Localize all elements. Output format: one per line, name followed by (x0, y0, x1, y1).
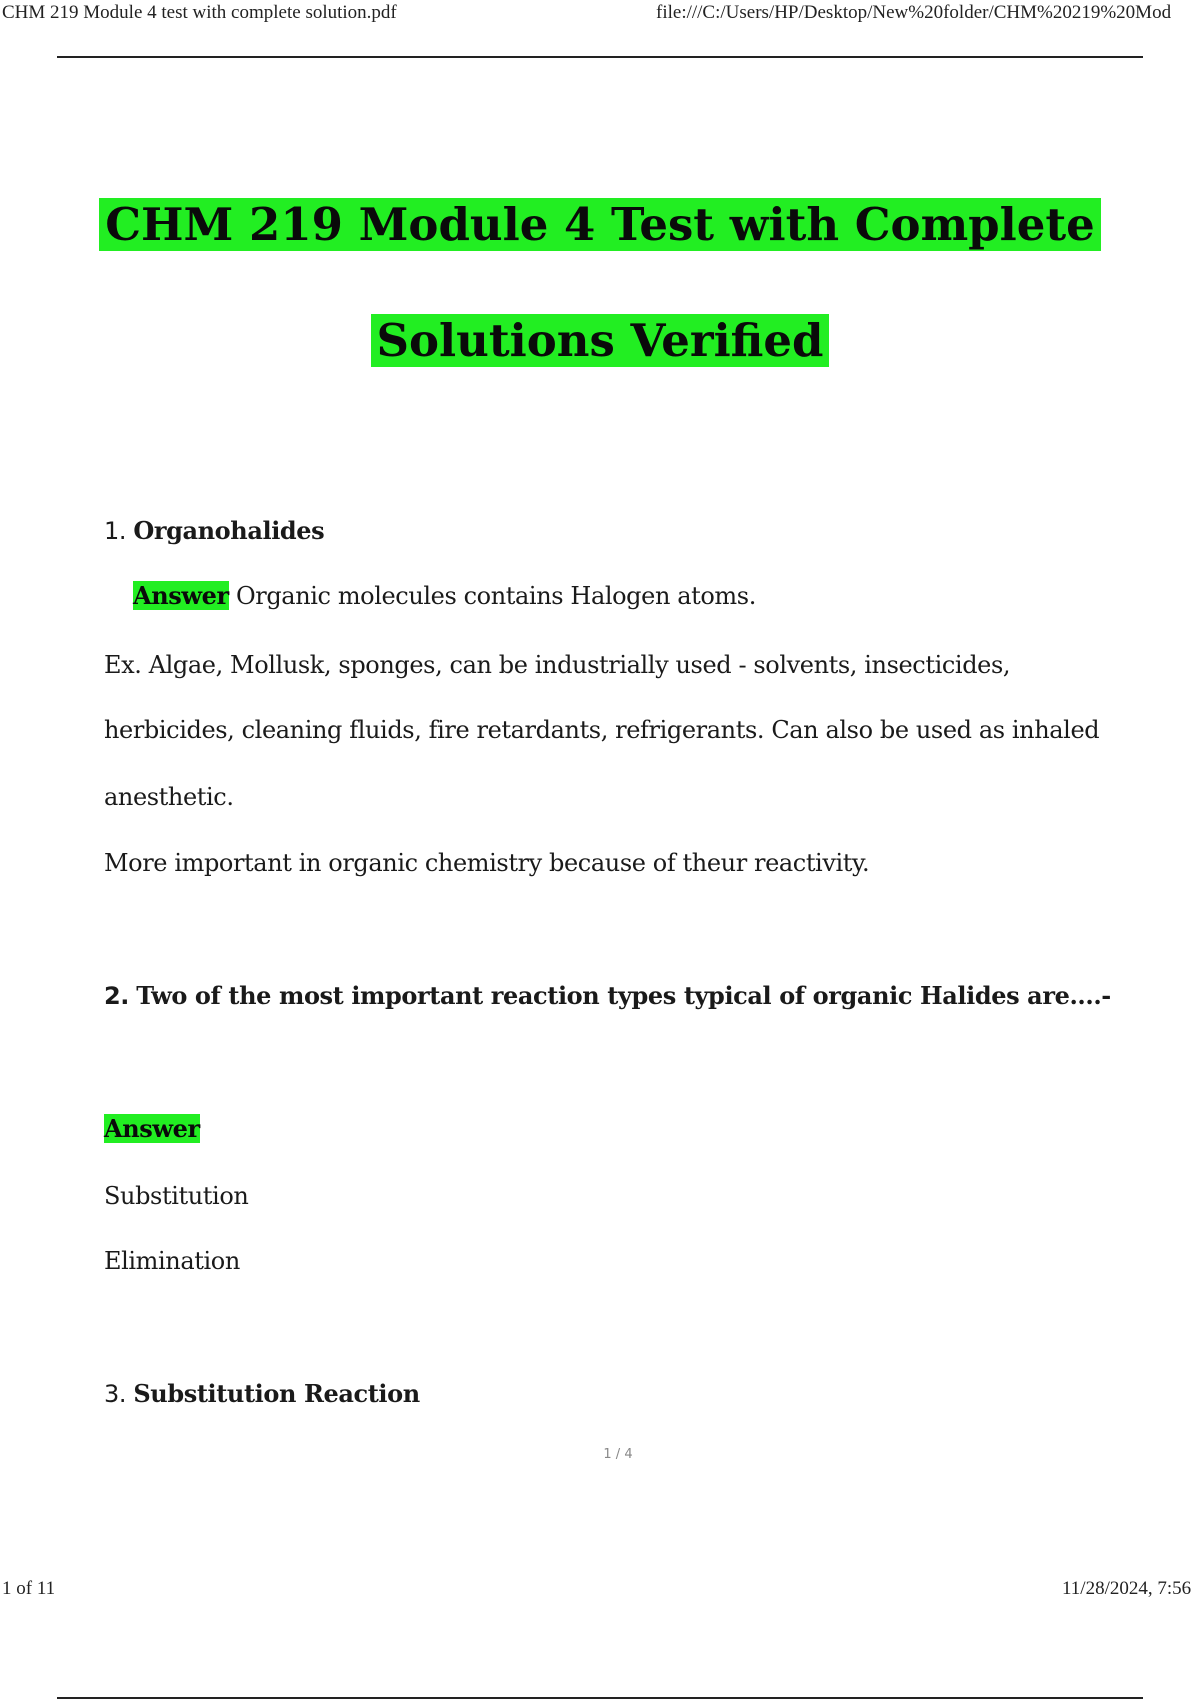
question-2-heading (104, 980, 1111, 1012)
print-header (0, 2, 1200, 26)
document-title-line-1: CHM 219 Module 4 Test with Complete (0, 196, 1200, 254)
answer-line: Ex. Algae, Mollusk, sponges, can be industrially used - solvents, insecticides, (104, 651, 1011, 679)
question-1-heading (104, 515, 324, 547)
question-1-answer (133, 580, 756, 612)
answer-line: herbicides, cleaning fluids, fire retardants, refrigerants. Can also be used as inhaled (104, 716, 1100, 744)
question-title: Substitution Reaction (133, 1379, 420, 1408)
question-number: 2. (104, 982, 130, 1010)
header-divider (57, 56, 1143, 58)
document-name: CHM 219 Module 4 test with complete solution.pdf (2, 2, 397, 23)
footer-divider (57, 1697, 1143, 1699)
answer-line: Substitution (104, 1182, 249, 1210)
page-count: 1 of 11 (2, 1578, 56, 1599)
answer-label: Answer (133, 581, 229, 610)
question-2-answer-label (104, 1113, 200, 1145)
question-number: 1. (104, 517, 127, 545)
question-title: Organohalides (133, 516, 325, 545)
question-number: 3. (104, 1380, 127, 1408)
question-title: Two of the most important reaction types typical of organic Halides are....- (136, 981, 1111, 1010)
question-3-heading (104, 1378, 420, 1410)
page-indicator: 1 / 4 (603, 1447, 633, 1462)
document-title-line-2: Solutions Verified (0, 312, 1200, 370)
file-path: file:///C:/Users/HP/Desktop/New%20folder/CHM%20219%20Mod (656, 2, 1172, 23)
answer-line: anesthetic. (104, 783, 234, 811)
print-timestamp: 11/28/2024, 7:56 (1062, 1578, 1192, 1599)
answer-text: Organic molecules contains Halogen atoms. (236, 582, 756, 610)
answer-line: Elimination (104, 1247, 240, 1275)
answer-label: Answer (104, 1114, 200, 1143)
answer-line: More important in organic chemistry because of theur reactivity. (104, 849, 870, 877)
